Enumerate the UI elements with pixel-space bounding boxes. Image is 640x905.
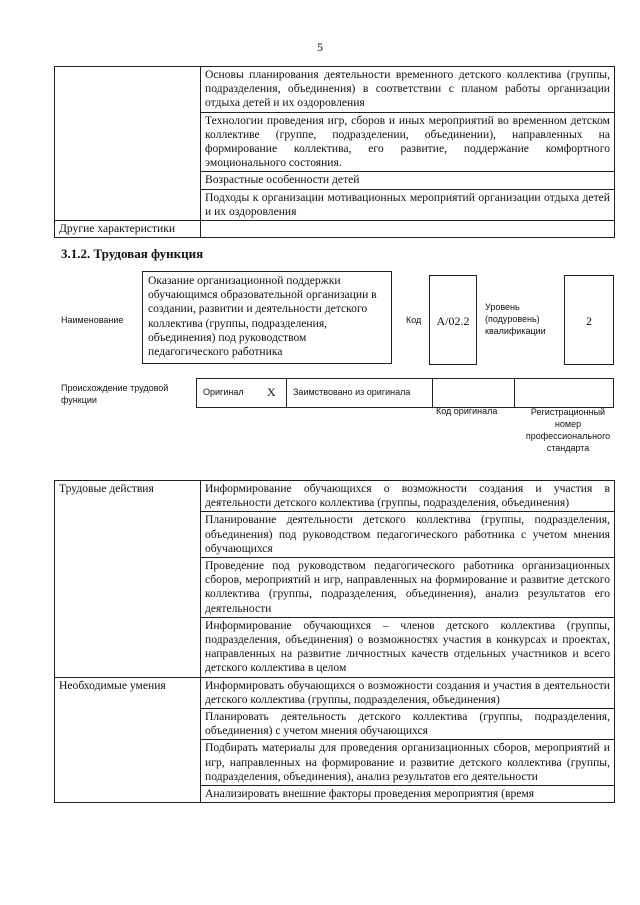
labor-action-item: Планирование деятельности детского коллектива (группы, подразделения, объединения) под руководством педагогического работника с учетом мнения обучающихся	[201, 512, 615, 558]
original-cell	[197, 379, 287, 407]
reg-number-cell	[515, 379, 613, 407]
origin-label	[61, 382, 189, 406]
code-label: Код	[406, 315, 422, 325]
skill-item: Анализировать внешние факторы проведения мероприятия (время	[201, 786, 615, 803]
function-name-box: Оказание организационной поддержки обучающимся образовательной организации в создании, развитии и деятельности детского коллектива (группы, подразделения, объединения) под руководством педагогического работника	[142, 271, 392, 364]
borrowed-cell: Заимствовано из оригинала	[287, 379, 433, 407]
qualification-level-label	[485, 301, 555, 337]
original-label: Оригинал	[203, 387, 244, 397]
code-original-cell	[433, 379, 515, 407]
name-label: Наименование	[61, 315, 124, 325]
skill-item: Подбирать материалы для проведения организационных сборов, мероприятий и игр, направленных на формирование и развитие детского коллектива (группы, подразделения, объединения), анализ результатов его деятельности	[201, 740, 615, 786]
other-characteristics-value	[201, 221, 615, 238]
labor-action-item: Информирование обучающихся о возможности создания и участия в деятельности детского коллектива (группы, подразделения, объединения)	[201, 481, 615, 512]
reg-number-label: Регистрационный номер профессионального стандарта	[525, 407, 611, 453]
other-characteristics-label: Другие характеристики	[55, 221, 201, 238]
code-value-box: А/02.2	[429, 275, 477, 365]
qualification-level-label-text: Уровень (подуровень) квалификации	[485, 302, 546, 336]
labor-action-item: Проведение под руководством педагогического работника организационных сборов, мероприятий и игр, направленных на формирование и развитие детского коллектива (группы, подразделения, объединения), анализ результатов его деятельности	[201, 558, 615, 618]
code-original-label: Код оригинала	[436, 406, 498, 416]
labor-action-item: Информирование обучающихся – членов детского коллектива (группы, подразделения, объединения) о возможностях участия в конкурсах и проектах, направленных на развитие личностных качеств отдельных участников и всего детского коллектива в целом	[201, 617, 615, 677]
empty-label-cell	[55, 67, 201, 221]
qualification-level-box: 2	[564, 275, 614, 365]
knowledge-item: Основы планирования деятельности временного детского коллектива (группы, подразделения, объединения) в соответствии с планом работы организации отдыха детей и их оздоровления	[201, 67, 615, 113]
origin-label-text: Происхождение трудовой функции	[61, 383, 169, 405]
origin-row	[196, 378, 614, 408]
knowledge-item: Подходы к организации мотивационных мероприятий организации отдыха детей и их оздоровления	[201, 189, 615, 220]
knowledge-item: Возрастные особенности детей	[201, 172, 615, 189]
labor-actions-label: Трудовые действия	[55, 481, 201, 678]
original-mark: X	[267, 385, 276, 399]
required-skills-label: Необходимые умения	[55, 677, 201, 803]
knowledge-item: Технологии проведения игр, сборов и иных мероприятий во временном детском коллективе (группе, подразделении, объединении), направленных на формирование коллектива, его развитие, поддержание комфортного эмоционального состояния.	[201, 112, 615, 172]
labor-function-table	[54, 480, 615, 803]
skill-item: Планировать деятельность детского коллектива (группы, подразделения, объединения) с учетом мнения обучающихся	[201, 709, 615, 740]
skill-item: Информировать обучающихся о возможности создания и участия в деятельности детского коллектива (группы, подразделения, объединения)	[201, 677, 615, 708]
page-number: 5	[317, 40, 323, 54]
knowledge-table-continued	[54, 66, 615, 238]
section-heading: 3.1.2. Трудовая функция	[61, 246, 204, 261]
